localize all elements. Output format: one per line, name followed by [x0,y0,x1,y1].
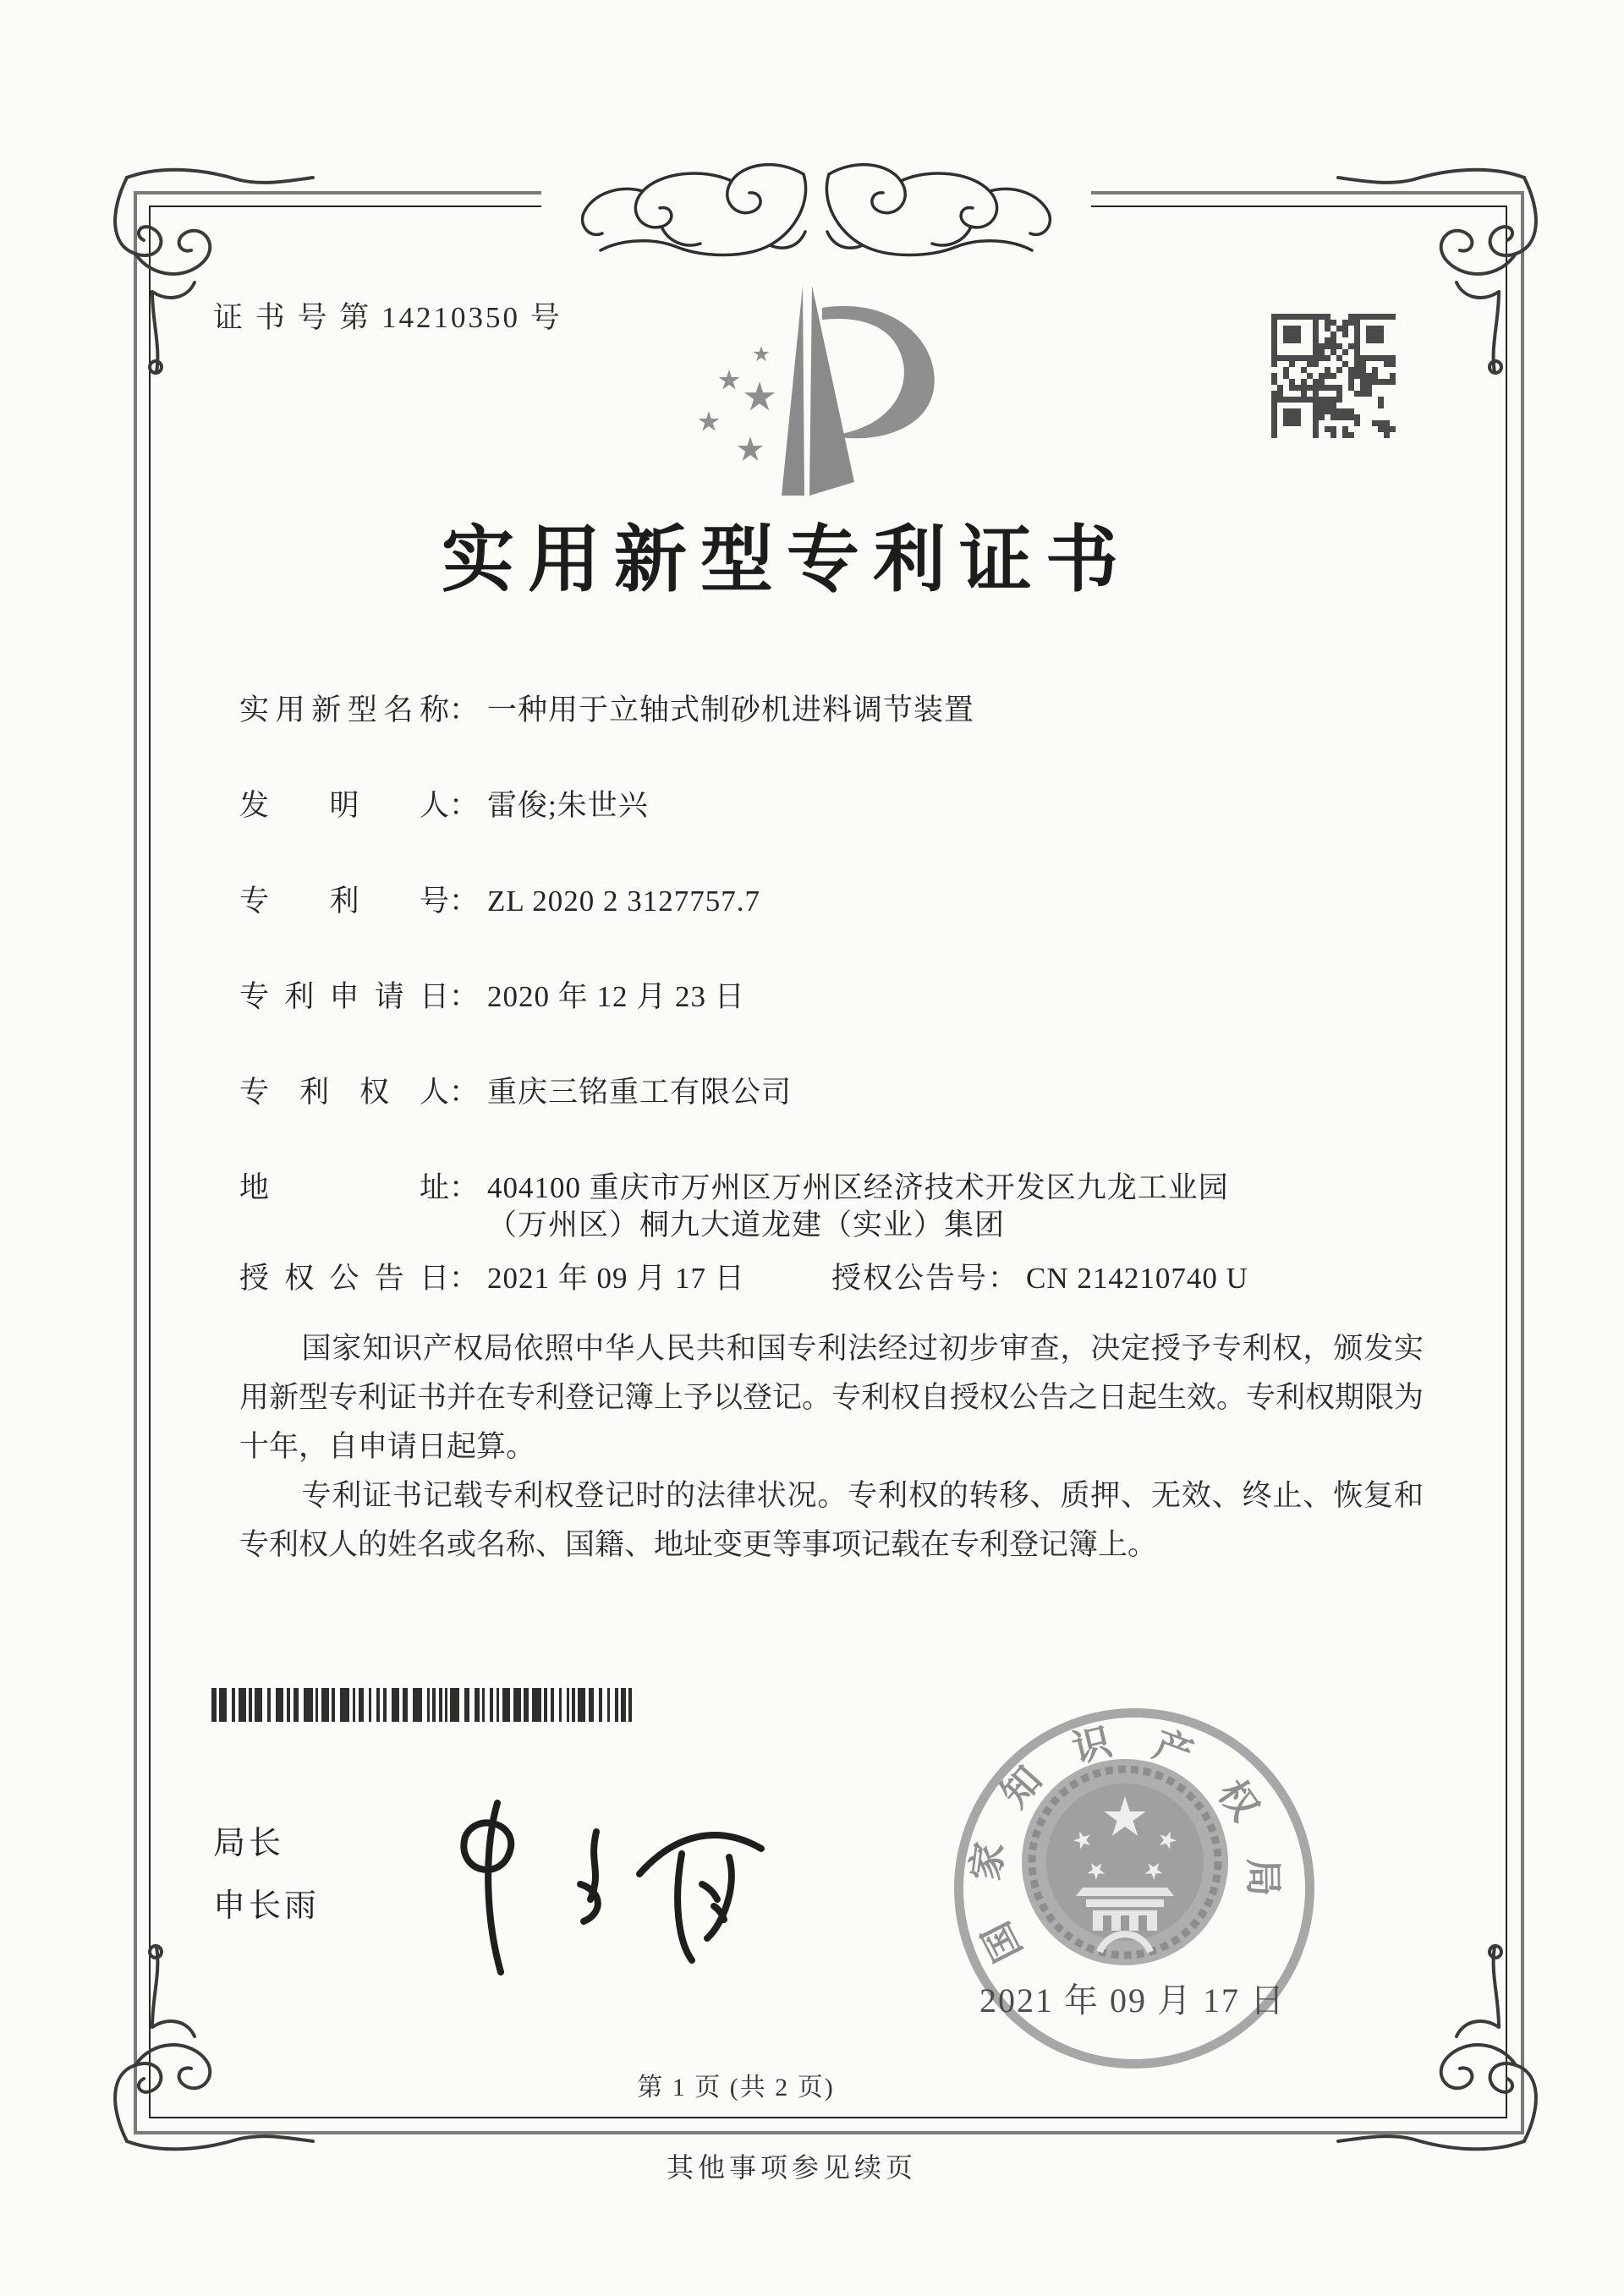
address-line-1: 404100 重庆市万州区万州区经济技术开发区九龙工业园 [487,1171,1229,1204]
field-colon: ： [449,980,480,1013]
field-label: 授权公告日 [239,1262,449,1295]
field-label: 专利号 [239,885,449,918]
cnipa-logo-icon [694,272,947,519]
field-value: CN 214210740 U [1026,1262,1248,1295]
qr-code-icon [1271,314,1396,438]
field-value: 一种用于立轴式制砂机进料调节装置 [487,693,975,726]
seal-character: 权 [1210,1772,1266,1828]
seal-character: 知 [993,1758,1051,1816]
seal-date: 2021 年 09 月 17 日 [979,1981,1286,2019]
certificate-number: 证 书 号 第 14210350 号 [213,301,562,334]
field-inventors [239,787,1440,825]
legal-paragraph-2: 专利证书记载专利权登记时的法律状况。专利权的转移、质押、无效、终止、恢复和专利权人的姓名或名称、国籍、地址变更等事项记载在专利登记簿上。 [239,1479,1424,1561]
field-label: 实用新型名称 [239,693,449,726]
field-colon: ： [449,885,480,918]
field-label: 专利权人 [239,1076,449,1109]
field-value: ZL 2020 2 3127757.7 [487,885,760,918]
field-filing-date [239,978,1440,1016]
field-value: 重庆三铭重工有限公司 [487,1076,793,1109]
seal-character: 国 [974,1915,1030,1969]
field-value: 2020 年 12 月 23 日 [487,980,745,1013]
field-label: 发明人 [239,789,449,822]
seal-character: 家 [964,1839,1012,1883]
field-label: 授权公告号 [831,1262,989,1295]
field-patent-number [239,883,1440,920]
field-value [487,1170,1229,1244]
corner-flourish-top-left [102,161,321,381]
field-label: 地址 [239,1171,449,1204]
signature-icon [423,1791,812,1990]
field-colon: ： [449,1262,480,1295]
address-line-2: （万州区）桐九大道龙建（实业）集团 [487,1208,1006,1241]
field-grant-row [239,1260,1440,1297]
field-address [239,1170,1440,1244]
official-position: 局长 [213,1826,285,1861]
field-patentee [239,1074,1440,1111]
field-colon: ： [449,1171,480,1204]
field-value: 雷俊;朱世兴 [487,789,649,822]
legal-text [239,1324,1424,1570]
seal-character: 产 [1148,1723,1199,1777]
certificate-title: 实用新型专利证书 [442,519,1132,600]
continuation-note: 其他事项参见续页 [667,2152,918,2183]
official-name: 申长雨 [213,1888,321,1924]
field-colon: ： [449,693,480,726]
page-number: 第 1 页 (共 2 页) [637,2074,835,2101]
field-colon: ： [449,789,480,822]
seal-character: 识 [1068,1720,1116,1771]
corner-flourish-bottom-right [1330,1938,1550,2158]
dragon-ornament [541,151,1091,277]
field-utility-model-name [239,692,1440,729]
legal-paragraph-1: 国家知识产权局依照中华人民共和国专利法经过初步审查，决定授予专利权，颁发实用新型专利证书并在专利登记簿上予以登记。专利权自授权公告之日起生效。专利权期限为十年，自申请日起算。 [239,1332,1424,1463]
seal-character: 局 [1241,1858,1285,1898]
barcode-icon [211,1688,639,1722]
field-grant-number [831,1260,1248,1297]
field-colon: ： [988,1262,1018,1295]
field-label: 专利申请日 [239,980,449,1013]
field-colon: ： [449,1076,480,1109]
field-value: 2021 年 09 月 17 日 [487,1262,745,1295]
corner-flourish-bottom-left [102,1938,321,2158]
